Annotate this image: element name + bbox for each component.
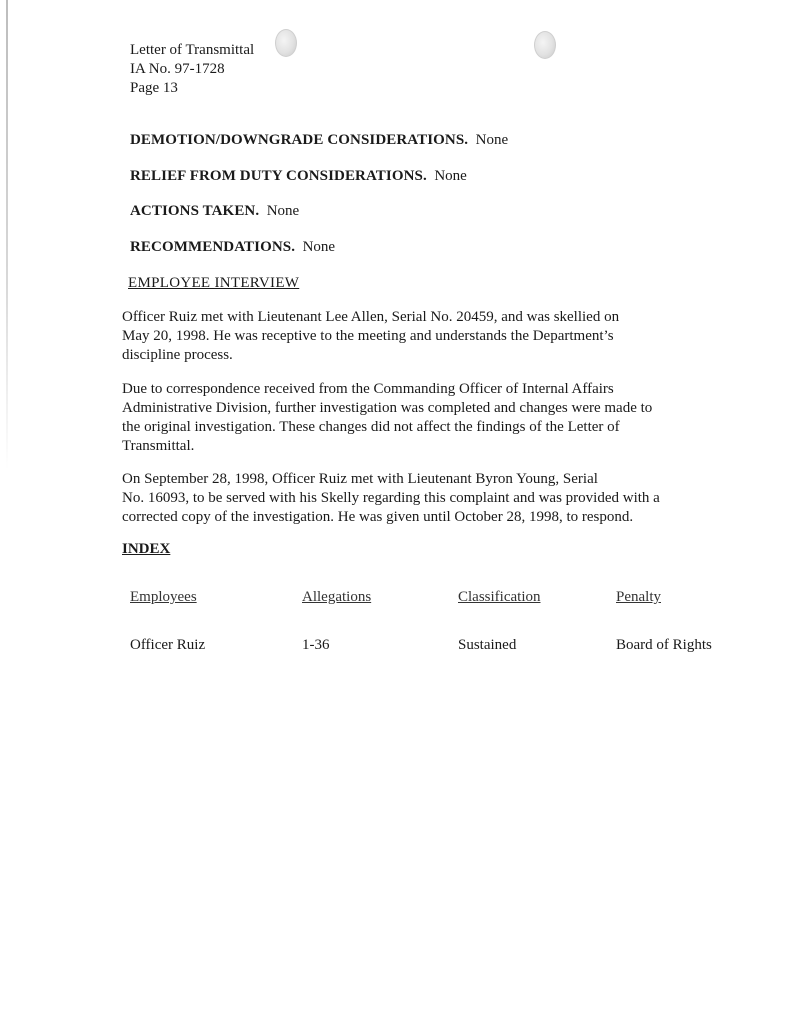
index-cell-employee: Officer Ruiz <box>130 637 206 653</box>
section-heading: RECOMMENDATIONS. <box>130 239 296 255</box>
interview-paragraph-2 <box>122 380 712 456</box>
section-value: None <box>266 203 300 219</box>
index-cell-classification: Sustained <box>458 637 517 653</box>
index-column-penalty: Penalty <box>616 589 661 605</box>
header-page-number: Page 13 <box>130 80 178 96</box>
paragraph-line: discipline process. <box>122 347 233 363</box>
paragraph-line: May 20, 1998. He was receptive to the meeting and understands the Department’s <box>122 328 614 344</box>
interview-paragraph-3 <box>122 470 712 527</box>
section-heading: DEMOTION/DOWNGRADE CONSIDERATIONS. <box>130 132 469 148</box>
scan-edge-shadow <box>6 0 8 470</box>
paragraph-line: Transmittal. <box>122 438 195 454</box>
paragraph-line: corrected copy of the investigation. He was given until October 28, 1998, to respond. <box>122 509 634 525</box>
index-column-allegations: Allegations <box>302 589 372 605</box>
section-recommendations <box>130 239 335 256</box>
punch-hole-right <box>534 31 556 59</box>
punch-hole-left <box>275 29 297 57</box>
paragraph-line: the original investigation. These changes did not affect the findings of the Letter of <box>122 419 620 435</box>
section-actions <box>130 203 299 220</box>
section-value: None <box>434 168 467 184</box>
interview-paragraph-1 <box>122 308 712 365</box>
index-cell-allegations: 1-36 <box>302 637 330 653</box>
section-relief <box>130 168 467 185</box>
header-ia-number: IA No. 97-1728 <box>130 61 225 77</box>
index-heading: INDEX <box>122 541 171 557</box>
section-demotion <box>130 132 508 149</box>
employee-interview-heading: EMPLOYEE INTERVIEW <box>128 275 300 291</box>
paragraph-line: Administrative Division, further investigation was completed and changes were made to <box>122 400 653 416</box>
section-value: None <box>475 132 509 148</box>
paragraph-line: Officer Ruiz met with Lieutenant Lee Allen, Serial No. 20459, and was skellied on <box>122 309 620 325</box>
section-heading: RELIEF FROM DUTY CONSIDERATIONS. <box>130 168 427 184</box>
page-header <box>130 41 254 98</box>
section-heading: ACTIONS TAKEN. <box>130 203 260 219</box>
paragraph-line: Due to correspondence received from the Commanding Officer of Internal Affairs <box>122 381 614 397</box>
header-title: Letter of Transmittal <box>130 42 255 58</box>
paragraph-line: On September 28, 1998, Officer Ruiz met with Lieutenant Byron Young, Serial <box>122 471 598 487</box>
paragraph-line: No. 16093, to be served with his Skelly regarding this complaint and was provided with a <box>122 490 660 506</box>
index-column-employees: Employees <box>130 589 197 605</box>
section-value: None <box>302 239 336 255</box>
index-column-classification: Classification <box>458 589 541 605</box>
index-cell-penalty: Board of Rights <box>616 637 712 653</box>
